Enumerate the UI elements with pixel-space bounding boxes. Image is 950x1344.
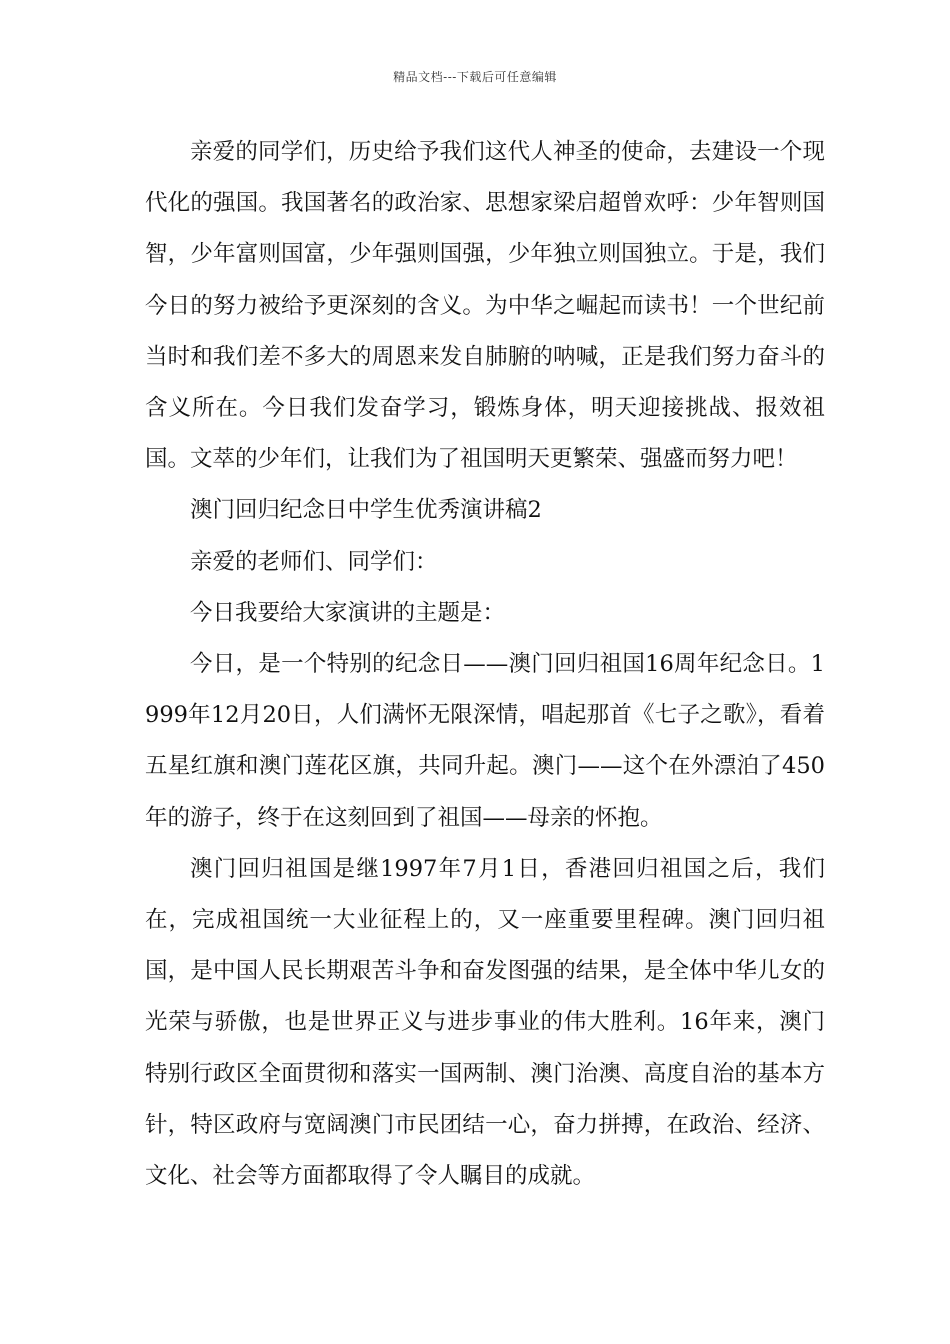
salutation: 亲爱的老师们、同学们： [190,548,438,575]
paragraph-closing-appeal: 亲爱的同学们，历史给予我们这代人神圣的使命，去建设一个现代化的强国。我国著名的政治家、思想家梁启超曾欢呼：少年智则国智，少年富则国富，少年强则国强，少年独立则国独立。于是，我们今日的努力被给予更深刻的含义。为中华之崛起而读书！一个世纪前当时和我们差不多大的周恩来发自肺腑的呐喊，正是我们努力奋斗的含义所在。今日我们发奋学习，锻炼身体，明天迎接挑战、报效祖国。文萃的少年们，让我们为了祖国明天更繁荣、强盛而努力吧！ [145,139,825,473]
paragraph-milestone: 澳门回归祖国是继1997年7月1日，香港回归祖国之后，我们在，完成祖国统一大业征程上的，又一座重要里程碑。澳门回归祖国，是中国人民长期艰苦斗争和奋发图强的结果，是全体中华儿女的光荣与骄傲，也是世界正义与进步事业的伟大胜利。16年来，澳门特别行政区全面贯彻和落实一国两制、澳门治澳、高度自治的基本方针，特区政府与宽阔澳门市民团结一心，奋力拼搏，在政治、经济、文化、社会等方面都取得了令人瞩目的成就。 [145,855,825,1190]
paragraph-anniversary: 今日，是一个特别的纪念日——澳门回归祖国16周年纪念日。1999年12月20日，人们满怀无限深情，唱起那首《七子之歌》，看着五星红旗和澳门莲花区旗，共同升起。澳门——这个在外漂泊了450年的游子，终于在这刻回到了祖国——母亲的怀抱。 [145,651,825,831]
topic-intro: 今日我要给大家演讲的主题是： [190,599,506,626]
document-body [145,127,825,1202]
speech-title: 澳门回归纪念日中学生优秀演讲稿2 [190,497,542,524]
page-header: 精品文档---下载后可任意编辑 [393,70,557,84]
